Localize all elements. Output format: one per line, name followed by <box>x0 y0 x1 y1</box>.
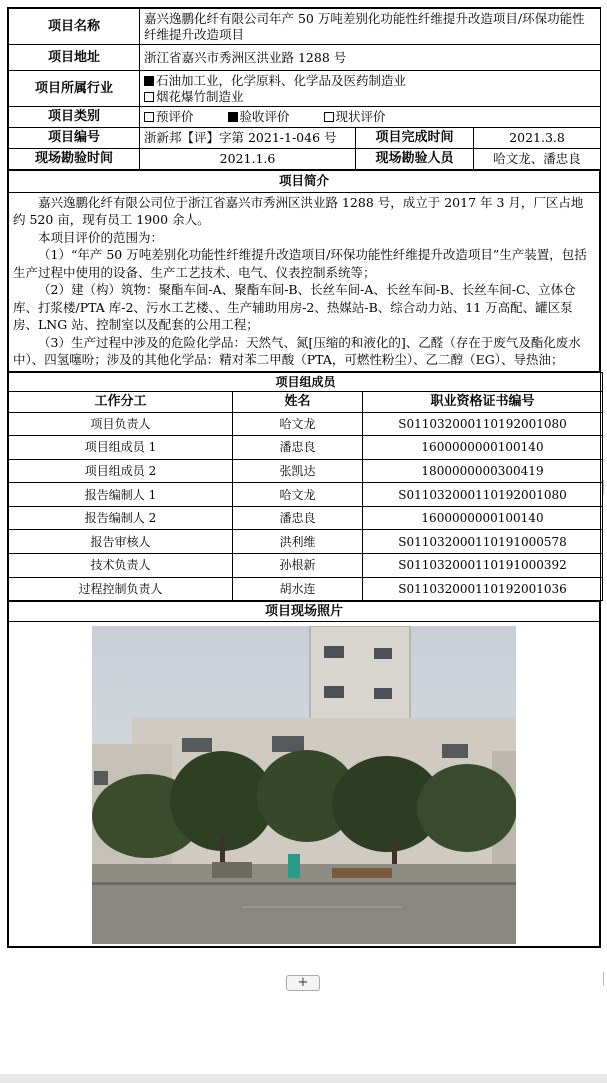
member-certificate: S011032000110191000392 <box>363 554 603 578</box>
table-row <box>9 554 603 578</box>
add-button[interactable]: + <box>286 975 320 991</box>
category-option-pre-evaluation[interactable] <box>144 109 194 125</box>
member-name: 哈文龙 <box>233 483 363 507</box>
surveyors-value: 哈文龙、潘忠良 <box>474 149 601 170</box>
member-role: 报告编制人 1 <box>9 483 233 507</box>
member-name: 潘忠良 <box>233 436 363 460</box>
intro-paragraph: 嘉兴逸鹏化纤有限公司位于浙江省嘉兴市秀洲区洪业路 1288 号，成立于 2017 年 3 月，厂区占地约 520 亩，现有员工 1900 余人。 <box>13 194 584 227</box>
surveyors-label: 现场勘验人员 <box>356 149 474 170</box>
member-role: 技术负责人 <box>9 554 233 578</box>
intro-paragraph: （1）“年产 50 万吨差别化功能性纤维提升改造项目/环保功能性纤维提升改造项目”生产装置，包括生产过程中使用的设备、生产工艺技术、电气、仪表控制系统等； <box>13 247 587 280</box>
member-role: 报告编制人 2 <box>9 506 233 530</box>
completion-time-value: 2021.3.8 <box>474 128 601 149</box>
intro-paragraph: （3）生产过程中涉及的危险化学品：天然气、氮[压缩的和液化的]、乙醛（存在于废气及酯化废水中）、四氢噻吩；涉及的其他化学品：精对苯二甲酸（PTA，可燃性粉尘）、乙二醇（EG）、导热油； <box>13 334 581 367</box>
table-row <box>9 530 603 554</box>
project-members-table <box>8 372 603 602</box>
project-photo-cell <box>9 622 600 947</box>
category-option-label: 预评价 <box>156 109 194 124</box>
project-info-table <box>8 8 601 170</box>
members-header-row <box>9 391 603 412</box>
survey-time-label: 现场勘验时间 <box>9 149 140 170</box>
member-certificate: S011032000110191000578 <box>363 530 603 554</box>
project-number-value: 浙新邦【评】字第 2021-1-046 号 <box>140 128 356 149</box>
table-row <box>9 483 603 507</box>
project-category-label: 项目类别 <box>9 107 140 128</box>
unchecked-checkbox-icon <box>324 112 334 122</box>
table-row <box>9 436 603 460</box>
project-name-value: 嘉兴逸鹏化纤有限公司年产 50 万吨差别化功能性纤维提升改造项目/环保功能性纤维提升改造项目 <box>140 9 601 45</box>
project-intro-title: 项目简介 <box>9 171 600 193</box>
industry-option-label: 烟花爆竹制造业 <box>156 88 244 104</box>
member-name: 张凯达 <box>233 459 363 483</box>
project-intro-table <box>8 170 600 372</box>
member-role: 项目组成员 2 <box>9 459 233 483</box>
industry-option-petrochemical[interactable] <box>144 73 596 89</box>
member-certificate: 1600000000100140 <box>363 506 603 530</box>
member-certificate: 1800000000300419 <box>363 459 603 483</box>
project-photo-title: 项目现场照片 <box>9 602 600 622</box>
project-address-label: 项目地址 <box>9 45 140 71</box>
member-name: 洪利维 <box>233 530 363 554</box>
project-address-value: 浙江省嘉兴市秀洲区洪业路 1288 号 <box>140 45 601 71</box>
member-certificate: S011032000110192001036 <box>363 577 603 601</box>
project-name-label: 项目名称 <box>9 9 140 45</box>
member-name: 潘忠良 <box>233 506 363 530</box>
intro-paragraph: （2）建（构）筑物：聚酯车间-A、聚酯车间-B、长丝车间-A、长丝车间-B、长丝车间-C、立体仓库、打浆楼/PTA 库-2、污水工艺楼、、生产辅助用房-2、热媒站-B、综合动力站、11 万高配、罐区泵房、LNG 站、控制室以及配套的公用工程； <box>13 282 576 332</box>
site-photo <box>92 626 516 944</box>
industry-option-label: 石油加工业，化学原料、化学品及医药制造业 <box>156 72 407 88</box>
table-row <box>9 412 603 436</box>
column-header-certificate: 职业资格证书编号 <box>363 391 603 412</box>
survey-time-value: 2021.1.6 <box>140 149 356 170</box>
project-photo-table <box>8 601 600 947</box>
table-row <box>9 459 603 483</box>
bottom-scroll-area <box>0 1074 607 1083</box>
member-role: 报告审核人 <box>9 530 233 554</box>
project-category-options <box>140 107 601 128</box>
category-option-acceptance[interactable] <box>228 109 290 125</box>
unchecked-checkbox-icon <box>144 112 154 122</box>
industry-option-fireworks[interactable] <box>144 89 596 105</box>
table-row <box>9 577 603 601</box>
completion-time-label: 项目完成时间 <box>356 128 474 149</box>
member-certificate: S011032000110192001080 <box>363 483 603 507</box>
member-name: 哈文龙 <box>233 412 363 436</box>
member-certificate: 1600000000100140 <box>363 436 603 460</box>
resize-handle[interactable] <box>603 972 607 986</box>
table-row <box>9 506 603 530</box>
member-name: 孙根新 <box>233 554 363 578</box>
column-header-role: 工作分工 <box>9 391 233 412</box>
project-industry-options <box>140 71 601 107</box>
unchecked-checkbox-icon <box>144 92 154 102</box>
member-certificate: S011032000110192001080 <box>363 412 603 436</box>
project-info-document <box>7 7 601 948</box>
category-option-label: 验收评价 <box>239 109 290 124</box>
resize-handle[interactable] <box>603 480 607 494</box>
member-role: 项目组成员 1 <box>9 436 233 460</box>
column-header-name: 姓名 <box>233 391 363 412</box>
project-industry-label: 项目所属行业 <box>9 71 140 107</box>
category-option-label: 现状评价 <box>335 109 386 124</box>
checked-checkbox-icon <box>144 76 154 86</box>
member-role: 过程控制负责人 <box>9 577 233 601</box>
project-members-title: 项目组成员 <box>9 372 603 391</box>
checked-checkbox-icon <box>228 112 238 122</box>
project-intro-body <box>9 192 600 371</box>
member-role: 项目负责人 <box>9 412 233 436</box>
intro-paragraph: 本项目评价的范围为： <box>38 229 164 245</box>
category-option-status[interactable] <box>324 109 386 125</box>
project-number-label: 项目编号 <box>9 128 140 149</box>
member-name: 胡水连 <box>233 577 363 601</box>
